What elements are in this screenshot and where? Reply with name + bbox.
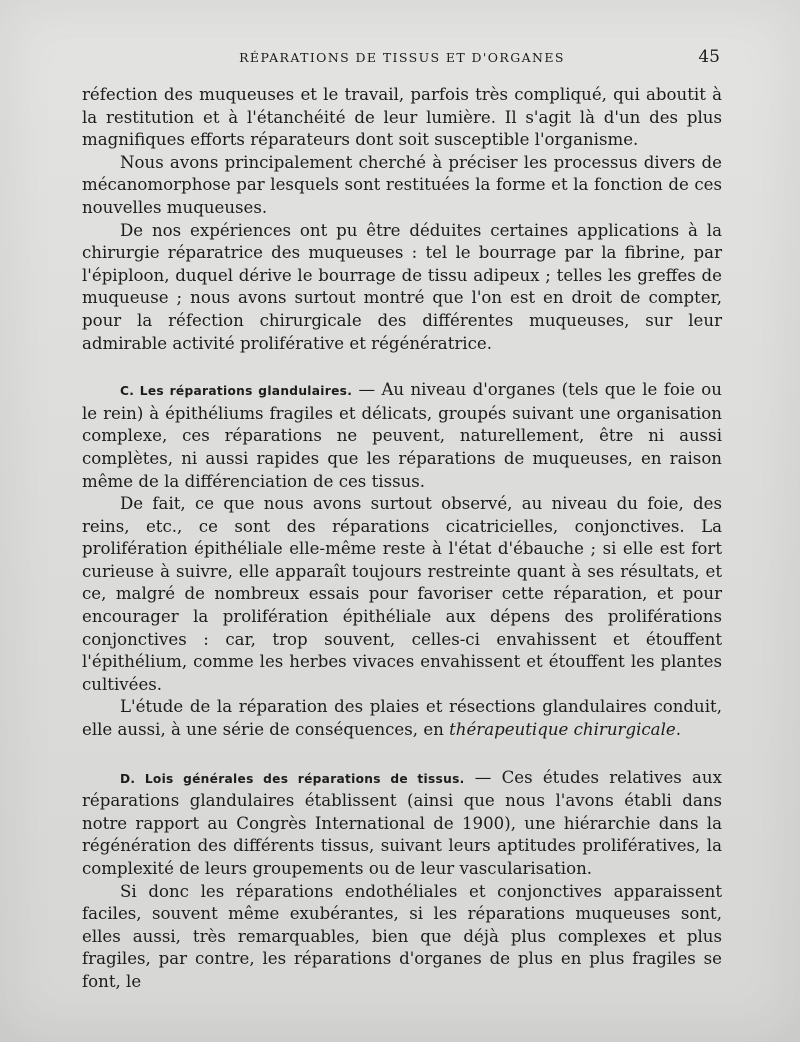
paragraph-de-fait: De fait, ce que nous avons surtout observé, au niveau du foie, des reins, etc., ce sont des réparations cicatricielles, conjonctives. La prolifération épithéliale elle-même reste à l'état d'ébauche ; si elle est fort curieuse à suivre, elle apparaît toujours restreinte quant à ses résultats, et ce, malgré de nombreux essais pour favoriser cette réparation, et pour encourager la prolifération épithéliale aux dépens des proliférations conjonctives : car, trop souvent, celles-ci envahissent et étouffent l'épithélium, comme les herbes vivaces envahissent et étouffent les plantes cultivées. [82,494,722,694]
running-head [82,47,722,69]
page-number: 45 [698,47,720,67]
body-text [82,84,722,994]
section-c-text: — Au niveau d'organes (tels que le foie ou le rein) à épithéliums fragiles et délicats, groupés suivant une organisation complexe, ces réparations ne peuvent, naturellement, être ni aussi complètes, ni aussi rapides que les réparations de muqueuses, en raison même de la différenciation de ces tissus. [82,380,722,491]
section-c-paragraph [82,379,722,493]
paragraph-etude [82,696,722,741]
paragraph-continuation: réfection des muqueuses et le travail, parfois très compliqué, qui aboutit à la restitution et à l'étanchéité de leur lumière. Il s'agit là d'un des plus magnifiques efforts réparateurs dont soit susceptible l'organisme. [82,85,722,150]
section-d-paragraph [82,767,722,881]
section-d-text: — Ces études relatives aux réparations glandulaires établissent (ainsi que nous l'avons établi dans notre rapport au Congrès International de 1900), une hiérarchie dans la régénération des différents tissus, suivant leurs aptitudes prolifératives, la complexité de leurs groupements ou de leur vascularisation. [82,767,722,878]
paragraph-etude-end: . [675,720,681,740]
paragraph-etude-start: L'étude de la réparation des plaies et résections glandulaires conduit, elle aussi, à une série de conséquences, en [82,697,722,740]
section-d-heading: D. Lois générales des réparations de tissus. [120,771,465,786]
section-c-heading: C. Les réparations glandulaires. [120,384,353,399]
emphasis-therapeutique: thérapeutique chirurgicale [449,720,676,740]
paragraph-mecanomorphose: Nous avons principalement cherché à préciser les processus divers de mécanomorphose par lesquels sont restituées la forme et la fonction de ces nouvelles muqueuses. [82,152,722,217]
running-title: RÉPARATIONS DE TISSUS ET D'ORGANES [239,50,565,65]
paragraph-applications: De nos expériences ont pu être déduites certaines applications à la chirurgie réparatrice des muqueuses : tel le bourrage par la fibrine, par l'épiploon, duquel dérive le bourrage de tissu adipeux ; telles les greffes de muqueuse ; nous avons surtout montré que l'on est en droit de compter, pour la réfection chirurgicale des différentes muqueuses, sur leur admirable activité proliférative et régénératrice. [82,220,722,353]
paragraph-si-donc: Si donc les réparations endothéliales et conjonctives apparaissent faciles, souvent même exubérantes, si les réparations muqueuses sont, elles aussi, très remarquables, bien que déjà plus complexes et plus fragiles, par contre, les réparations d'organes de plus en plus fragiles se font, le [82,881,722,991]
